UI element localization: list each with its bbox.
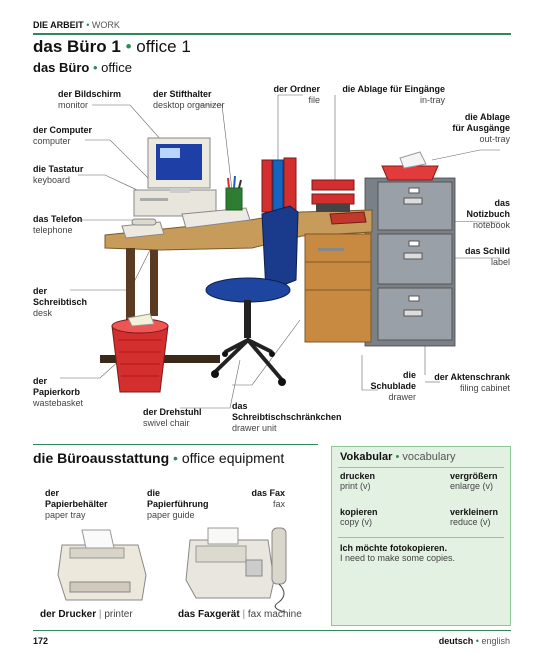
vocab-item <box>340 507 378 527</box>
equipment-title-en: office equipment <box>181 450 285 466</box>
vocab-item-de: drucken <box>340 471 376 481</box>
label-filing-cabinet: der Aktenschrank filing cabinet <box>434 372 510 393</box>
label-file: der Ordner file <box>273 84 320 105</box>
vocab-item <box>450 471 498 491</box>
footer-lang-en: english <box>481 636 510 646</box>
out-tray <box>382 152 438 180</box>
files <box>262 158 296 212</box>
equipment-title-de: die Büroausstattung <box>33 450 170 466</box>
bullet: • <box>475 636 479 646</box>
bullet: • <box>395 451 400 463</box>
vocab-item-en: print (v) <box>340 481 371 491</box>
equipment-rule <box>33 444 318 445</box>
page-title-en: office 1 <box>136 37 191 56</box>
vocab-item-en: copy (v) <box>340 517 373 527</box>
vocab-item-en: enlarge (v) <box>450 481 494 491</box>
caption-printer-de: der Drucker <box>40 609 97 620</box>
bullet: • <box>173 450 178 466</box>
label-label: das Schild label <box>464 246 510 267</box>
caption-fax-de: das Faxgerät <box>178 609 240 620</box>
vocab-item <box>340 471 375 491</box>
label-paper-guide: die Papierführung paper guide <box>147 488 209 520</box>
vocab-title-de: Vokabular <box>340 451 393 463</box>
label-swivel-chair: der Drehstuhl swivel chair <box>143 407 202 428</box>
label-telephone: das Telefon telephone <box>33 214 83 235</box>
separator: | <box>98 609 102 620</box>
label-desk: der Schreibtisch desk <box>33 286 88 318</box>
vocab-item-de: verkleinern <box>450 507 499 517</box>
vocab-phrase <box>340 543 455 563</box>
label-keyboard: die Tastatur keyboard <box>33 164 84 185</box>
bullet: • <box>125 37 132 56</box>
label-fax: das Fax fax <box>251 488 285 509</box>
fax-illustration <box>186 528 286 612</box>
equipment-title <box>33 450 284 466</box>
vocab-item <box>450 507 498 527</box>
label-wastebasket: der Papierkorb wastebasket <box>33 376 84 408</box>
caption-fax-en: fax machine <box>247 609 302 620</box>
page-subtitle-de: das Büro <box>33 60 90 75</box>
caption-fax-machine <box>178 609 302 620</box>
printer-illustration <box>58 530 146 600</box>
notebook <box>330 212 366 224</box>
telephone <box>122 219 164 238</box>
wastebasket <box>112 314 168 392</box>
monitor <box>148 138 210 193</box>
label-paper-tray: der Papierbehälter paper tray <box>45 488 108 520</box>
footer-languages <box>400 636 510 646</box>
caption-printer-en: printer <box>104 609 133 620</box>
section-header-de: DIE ARBEIT <box>33 20 84 30</box>
page-number: 172 <box>33 636 49 646</box>
vocab-title-rule <box>338 467 504 468</box>
vocab-item-de: vergrößern <box>450 471 498 481</box>
vocab-title <box>340 451 456 463</box>
label-drawer: die Schublade drawer <box>370 370 416 402</box>
vocab-phrase-en: I need to make some copies. <box>340 553 456 563</box>
vocab-item-de: kopieren <box>340 507 378 517</box>
label-notebook: das Notizbuch notebook <box>466 198 510 230</box>
label-drawer-unit: das Schreibtischschränkchen drawer unit <box>232 401 342 433</box>
bullet: • <box>86 20 90 30</box>
label-computer: der Computer computer <box>33 125 93 146</box>
label-desktop-organizer: der Stifthalter desktop organizer <box>153 89 225 110</box>
vocab-divider <box>338 537 504 538</box>
vocab-title-en: vocabulary <box>402 451 456 463</box>
desktop-organizer <box>226 176 242 210</box>
label-in-tray: die Ablage für Eingänge in-tray <box>342 84 445 105</box>
caption-printer <box>40 609 133 620</box>
bullet: • <box>92 60 98 75</box>
footer-rule <box>33 630 511 631</box>
page-subtitle-en: office <box>101 60 132 75</box>
label-monitor: der Bildschirm monitor <box>58 89 122 110</box>
vocab-phrase-de: Ich möchte fotokopieren. <box>340 543 448 553</box>
vocab-item-en: reduce (v) <box>450 517 491 527</box>
separator: | <box>242 609 246 620</box>
section-header-en: WORK <box>91 20 120 30</box>
vocabulary-box <box>331 446 511 626</box>
in-tray <box>312 180 354 212</box>
page-title-de: das Büro 1 <box>33 37 121 56</box>
footer-lang-de: deutsch <box>438 636 474 646</box>
label-out-tray: die Ablage für Ausgänge out-tray <box>452 112 510 144</box>
